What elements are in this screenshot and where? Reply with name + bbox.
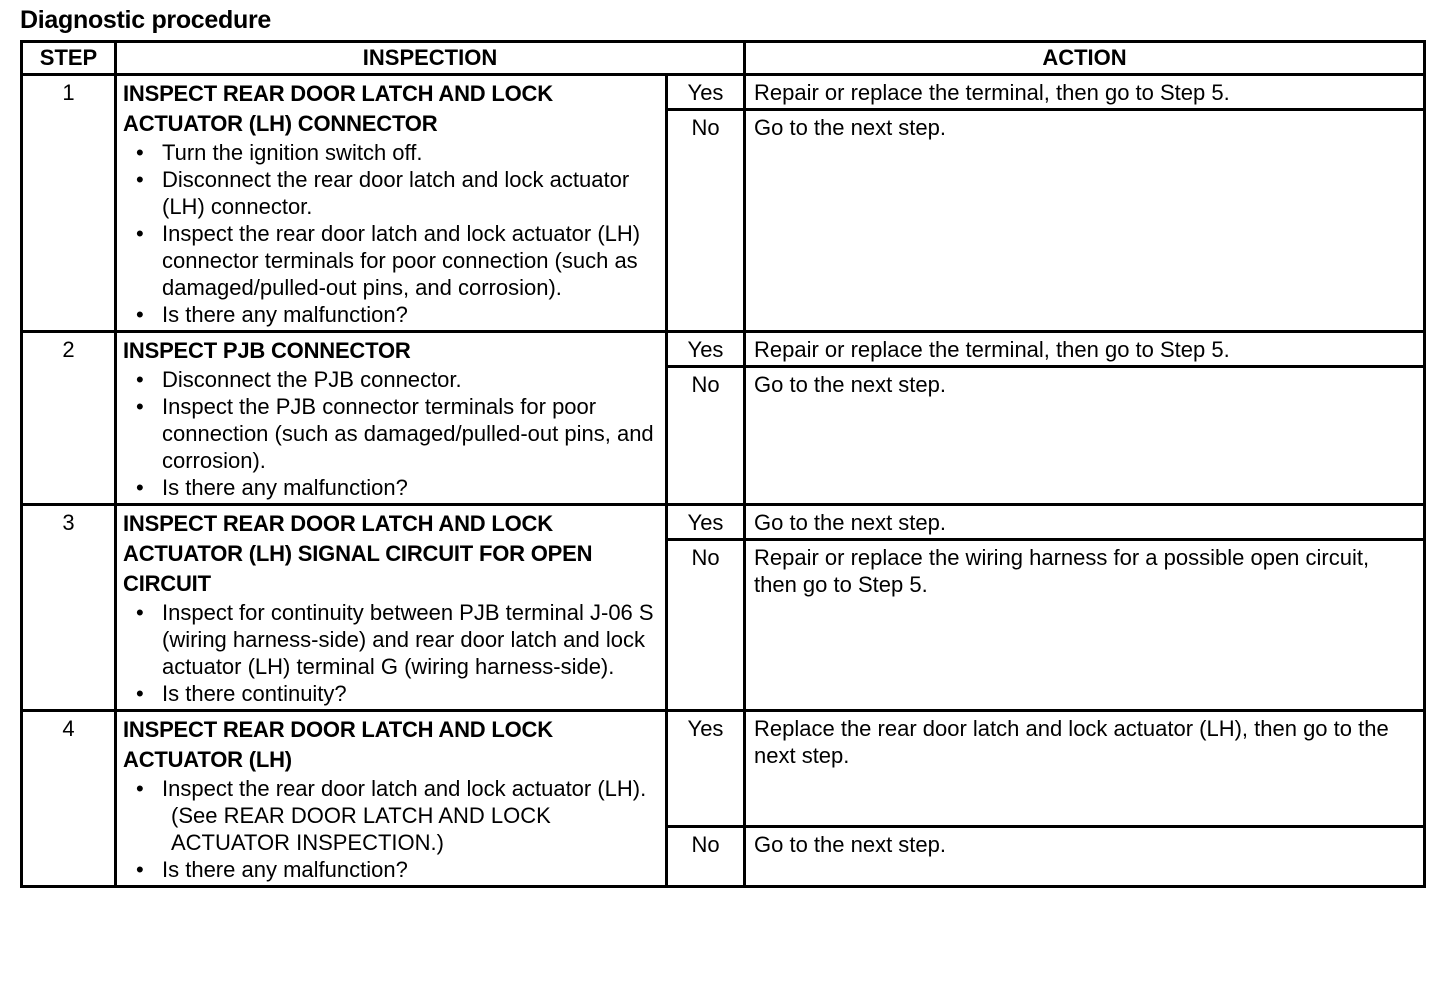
yes-action: Go to the next step.	[745, 505, 1425, 540]
step-number: 1	[22, 75, 116, 332]
bullet-icon: •	[136, 302, 144, 327]
step-number: 2	[22, 332, 116, 505]
bullet-icon: •	[136, 681, 144, 706]
list-item	[123, 366, 659, 393]
list-item-text: Is there any malfunction?	[162, 475, 408, 500]
no-action: Repair or replace the wiring harness for a possible open circuit, then go to Step 5.	[745, 540, 1425, 711]
inspection-list	[123, 775, 659, 802]
list-item	[123, 680, 659, 707]
list-item	[123, 139, 659, 166]
inspection-list	[123, 366, 659, 501]
reference-note: (See REAR DOOR LATCH AND LOCK ACTUATOR INSPECTION.)	[171, 803, 551, 855]
no-label: No	[667, 540, 745, 711]
step-row	[22, 711, 1425, 827]
list-item-text: Turn the ignition switch off.	[162, 140, 423, 165]
inspection-title: INSPECT REAR DOOR LATCH AND LOCK ACTUATOR (LH)	[123, 717, 553, 772]
inspection-list	[123, 599, 659, 707]
no-action: Go to the next step.	[745, 367, 1425, 505]
inspection-title: INSPECT REAR DOOR LATCH AND LOCK ACTUATOR (LH) CONNECTOR	[123, 81, 553, 136]
header-step: STEP	[22, 42, 116, 75]
inspection-cell	[116, 711, 667, 887]
no-action: Go to the next step.	[745, 827, 1425, 887]
list-item	[123, 393, 659, 474]
bullet-icon: •	[136, 221, 144, 246]
bullet-icon: •	[136, 140, 144, 165]
yes-action: Repair or replace the terminal, then go to Step 5.	[745, 332, 1425, 367]
yes-label: Yes	[667, 711, 745, 827]
no-label: No	[667, 110, 745, 332]
list-item	[123, 775, 659, 802]
yes-action: Repair or replace the terminal, then go to Step 5.	[745, 75, 1425, 110]
step-row	[22, 332, 1425, 367]
inspection-cell	[116, 332, 667, 505]
yes-action: Replace the rear door latch and lock actuator (LH), then go to the next step.	[745, 711, 1425, 827]
list-item-text: Inspect for continuity between PJB terminal J-06 S (wiring harness-side) and rear door latch and lock actuator (LH) terminal G (wiring harness-side).	[162, 600, 654, 679]
bullet-icon: •	[136, 776, 144, 801]
inspection-title: INSPECT PJB CONNECTOR	[123, 338, 411, 363]
list-item	[123, 474, 659, 501]
diagnostic-table	[20, 40, 1426, 888]
list-item-text: Is there any malfunction?	[162, 857, 408, 882]
no-label: No	[667, 827, 745, 887]
bullet-icon: •	[136, 167, 144, 192]
inspection-cell	[116, 75, 667, 332]
step-number: 4	[22, 711, 116, 887]
list-item	[123, 220, 659, 301]
list-item	[123, 599, 659, 680]
list-item-text: Inspect the rear door latch and lock actuator (LH) connector terminals for poor connection (such as damaged/pulled-out pins, and corrosion).	[162, 221, 641, 300]
header-row	[22, 42, 1425, 75]
list-item	[123, 301, 659, 328]
list-item-text: Inspect the PJB connector terminals for poor connection (such as damaged/pulled-out pins, and corrosion).	[162, 394, 654, 473]
list-item-text: Is there any malfunction?	[162, 302, 408, 327]
inspection-cell	[116, 505, 667, 711]
yes-label: Yes	[667, 505, 745, 540]
inspection-title: INSPECT REAR DOOR LATCH AND LOCK ACTUATOR (LH) SIGNAL CIRCUIT FOR OPEN CIRCUIT	[123, 511, 593, 596]
list-item-text: Inspect the rear door latch and lock actuator (LH).	[162, 776, 647, 801]
step-row	[22, 75, 1425, 110]
list-item	[123, 856, 659, 883]
no-label: No	[667, 367, 745, 505]
list-item	[123, 166, 659, 220]
bullet-icon: •	[136, 367, 144, 392]
bullet-icon: •	[136, 600, 144, 625]
list-item-text: Disconnect the rear door latch and lock actuator (LH) connector.	[162, 167, 630, 219]
bullet-icon: •	[136, 394, 144, 419]
step-number: 3	[22, 505, 116, 711]
list-item-text: Disconnect the PJB connector.	[162, 367, 462, 392]
header-action: ACTION	[745, 42, 1425, 75]
header-inspection: INSPECTION	[116, 42, 745, 75]
page-title: Diagnostic procedure	[20, 6, 271, 34]
bullet-icon: •	[136, 475, 144, 500]
yes-label: Yes	[667, 332, 745, 367]
inspection-list	[123, 856, 659, 883]
inspection-list	[123, 139, 659, 328]
yes-label: Yes	[667, 75, 745, 110]
step-row	[22, 505, 1425, 540]
no-action: Go to the next step.	[745, 110, 1425, 332]
list-item-text: Is there continuity?	[162, 681, 347, 706]
bullet-icon: •	[136, 857, 144, 882]
